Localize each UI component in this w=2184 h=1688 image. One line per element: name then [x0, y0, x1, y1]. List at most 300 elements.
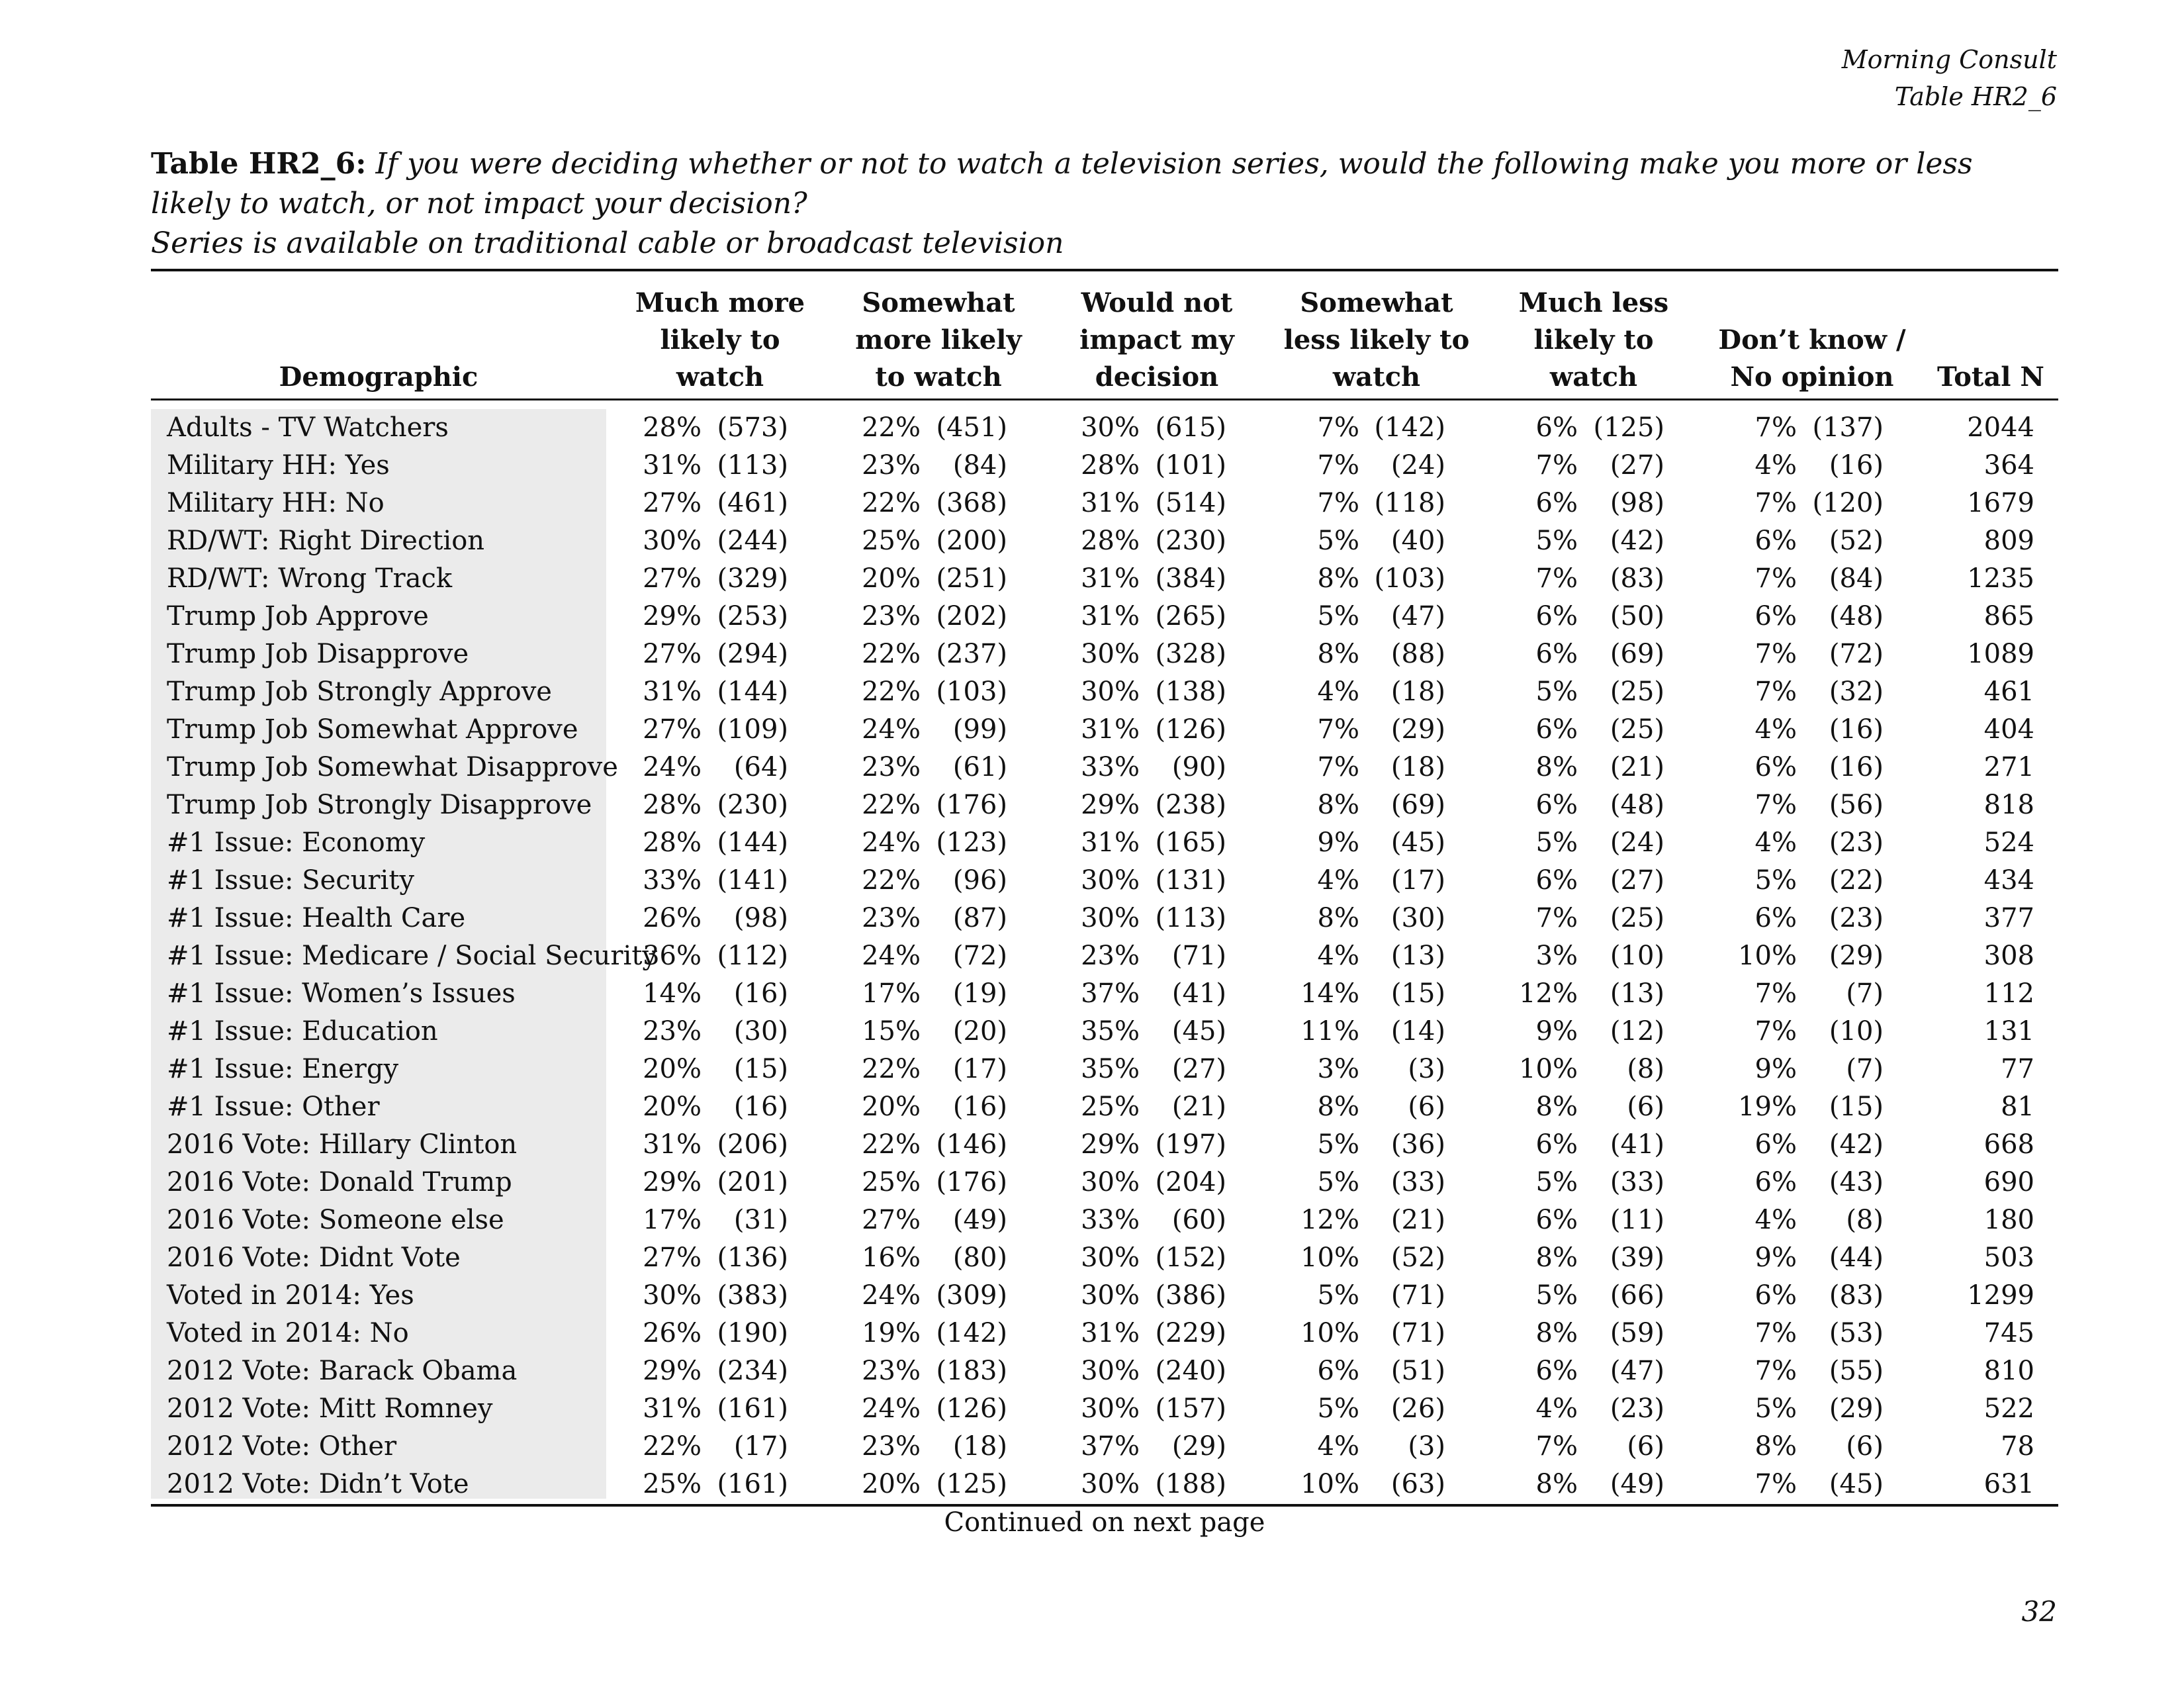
cell-percent: 3%	[1535, 941, 1578, 971]
cell-count: (451)	[936, 412, 1007, 443]
cell-percent: 31%	[643, 677, 702, 707]
cell-total-n: 404	[1983, 714, 2034, 745]
table-row	[151, 975, 2058, 1013]
cell-count: (103)	[1374, 563, 1445, 594]
cell-percent: 22%	[862, 488, 921, 518]
cell-count: (56)	[1829, 790, 1884, 820]
cell-count: (294)	[717, 639, 788, 669]
cell-total-n: 377	[1983, 903, 2034, 933]
cell-percent: 7%	[1754, 1318, 1797, 1348]
cell-count: (60)	[1171, 1205, 1226, 1235]
cell-total-n: 81	[2001, 1092, 2034, 1122]
cell-total-n: 865	[1983, 601, 2034, 632]
cell-percent: 27%	[643, 563, 702, 594]
cell-count: (20)	[952, 1016, 1007, 1047]
cell-count: (7)	[1846, 978, 1884, 1009]
cell-count: (234)	[717, 1356, 788, 1386]
row-label: 2016 Vote: Hillary Clinton	[167, 1129, 518, 1160]
cell-count: (40)	[1390, 526, 1445, 556]
cell-percent: 4%	[1754, 714, 1797, 745]
table-row	[151, 749, 2058, 786]
cell-percent: 7%	[1754, 677, 1797, 707]
cell-percent: 5%	[1535, 827, 1578, 858]
cell-count: (253)	[717, 601, 788, 632]
table-top-rule	[151, 269, 2058, 271]
cell-percent: 30%	[1081, 1356, 1140, 1386]
cell-percent: 6%	[1754, 752, 1797, 782]
cell-percent: 20%	[643, 1092, 702, 1122]
table-row	[151, 1315, 2058, 1352]
caption-subtitle: Series is available on traditional cable or broadcast television	[151, 226, 1064, 260]
cell-percent: 4%	[1317, 1431, 1359, 1462]
cell-percent: 27%	[643, 488, 702, 518]
table-row	[151, 786, 2058, 824]
cell-count: (265)	[1155, 601, 1226, 632]
cell-count: (90)	[1171, 752, 1226, 782]
cell-count: (12)	[1610, 1016, 1664, 1047]
cell-count: (41)	[1171, 978, 1226, 1009]
cell-count: (109)	[717, 714, 788, 745]
cell-count: (229)	[1155, 1318, 1226, 1348]
cell-percent: 7%	[1754, 1016, 1797, 1047]
cell-percent: 7%	[1754, 488, 1797, 518]
cell-percent: 20%	[862, 563, 921, 594]
cell-count: (19)	[952, 978, 1007, 1009]
cell-percent: 24%	[862, 714, 921, 745]
cell-percent: 27%	[862, 1205, 921, 1235]
cell-percent: 30%	[643, 526, 702, 556]
cell-count: (138)	[1155, 677, 1226, 707]
table-row	[151, 485, 2058, 522]
cell-count: (64)	[733, 752, 788, 782]
row-label: Military HH: No	[167, 488, 385, 518]
cell-total-n: 434	[1983, 865, 2034, 896]
cell-count: (136)	[717, 1243, 788, 1273]
row-label: #1 Issue: Economy	[167, 827, 426, 858]
cell-percent: 6%	[1754, 526, 1797, 556]
cell-percent: 8%	[1317, 639, 1359, 669]
cell-count: (29)	[1171, 1431, 1226, 1462]
cell-count: (36)	[1390, 1129, 1445, 1160]
cell-percent: 31%	[643, 1393, 702, 1424]
col-header-somewhat-more: Somewhat more likely to watch	[855, 287, 1022, 393]
cell-count: (31)	[733, 1205, 788, 1235]
row-label: Trump Job Approve	[167, 601, 429, 632]
cell-count: (16)	[1829, 752, 1884, 782]
cell-count: (197)	[1155, 1129, 1226, 1160]
col-header-demographic: Demographic	[279, 361, 478, 393]
cell-percent: 23%	[862, 1356, 921, 1386]
cell-count: (157)	[1155, 1393, 1226, 1424]
cell-count: (16)	[1829, 714, 1884, 745]
cell-percent: 6%	[1754, 1129, 1797, 1160]
row-label: RD/WT: Right Direction	[167, 526, 485, 556]
cell-count: (59)	[1610, 1318, 1664, 1348]
cell-percent: 29%	[643, 1356, 702, 1386]
table-row	[151, 522, 2058, 560]
cell-count: (88)	[1390, 639, 1445, 669]
cell-percent: 24%	[862, 1393, 921, 1424]
cell-count: (113)	[717, 450, 788, 481]
table-row	[151, 937, 2058, 975]
cell-percent: 7%	[1754, 978, 1797, 1009]
cell-percent: 7%	[1317, 412, 1359, 443]
cell-count: (18)	[1390, 677, 1445, 707]
cell-count: (39)	[1610, 1243, 1664, 1273]
cell-percent: 7%	[1535, 563, 1578, 594]
cell-percent: 22%	[862, 412, 921, 443]
cell-count: (101)	[1155, 450, 1226, 481]
page-header	[1842, 41, 2057, 115]
row-label: 2012 Vote: Other	[167, 1431, 397, 1462]
cell-count: (49)	[952, 1205, 1007, 1235]
table-row	[151, 1126, 2058, 1164]
cell-count: (24)	[1390, 450, 1445, 481]
table-id: Table HR2_6	[1894, 82, 2057, 111]
cell-count: (309)	[936, 1280, 1007, 1311]
cell-percent: 27%	[643, 714, 702, 745]
cell-count: (69)	[1610, 639, 1664, 669]
cell-count: (87)	[952, 903, 1007, 933]
cell-count: (6)	[1627, 1431, 1664, 1462]
cell-count: (30)	[1390, 903, 1445, 933]
cell-count: (13)	[1390, 941, 1445, 971]
cell-percent: 5%	[1754, 1393, 1797, 1424]
cell-percent: 5%	[1317, 1280, 1359, 1311]
cell-percent: 6%	[1535, 714, 1578, 745]
cell-percent: 6%	[1754, 1167, 1797, 1197]
cell-count: (18)	[952, 1431, 1007, 1462]
row-label: Voted in 2014: No	[167, 1318, 409, 1348]
cell-percent: 8%	[1535, 1469, 1578, 1499]
cell-percent: 31%	[1081, 714, 1140, 745]
cell-count: (41)	[1610, 1129, 1664, 1160]
cell-total-n: 524	[1983, 827, 2034, 858]
table-row	[151, 409, 2058, 447]
cell-percent: 23%	[643, 1016, 702, 1047]
cell-percent: 33%	[1081, 752, 1140, 782]
cell-count: (142)	[1374, 412, 1445, 443]
cell-count: (99)	[952, 714, 1007, 745]
cell-count: (125)	[1593, 412, 1664, 443]
cell-count: (161)	[717, 1469, 788, 1499]
row-label: RD/WT: Wrong Track	[167, 563, 453, 594]
cell-percent: 9%	[1535, 1016, 1578, 1047]
cell-count: (200)	[936, 526, 1007, 556]
cell-percent: 27%	[643, 639, 702, 669]
cell-percent: 25%	[1081, 1092, 1140, 1122]
cell-percent: 24%	[643, 752, 702, 782]
cell-count: (8)	[1846, 1205, 1884, 1235]
cell-count: (17)	[952, 1054, 1007, 1084]
cell-count: (202)	[936, 601, 1007, 632]
cell-percent: 31%	[1081, 488, 1140, 518]
cell-percent: 6%	[1535, 412, 1578, 443]
row-label: #1 Issue: Women’s Issues	[167, 978, 516, 1009]
cell-percent: 30%	[643, 1280, 702, 1311]
table-row	[151, 560, 2058, 598]
cell-percent: 10%	[1738, 941, 1797, 971]
cell-percent: 29%	[1081, 790, 1140, 820]
cell-count: (16)	[733, 978, 788, 1009]
cell-percent: 17%	[643, 1205, 702, 1235]
cell-percent: 29%	[1081, 1129, 1140, 1160]
cell-total-n: 271	[1983, 752, 2034, 782]
cell-count: (201)	[717, 1167, 788, 1197]
cell-total-n: 180	[1983, 1205, 2034, 1235]
row-label: Adults - TV Watchers	[167, 412, 449, 443]
table-row	[151, 1201, 2058, 1239]
cell-percent: 9%	[1754, 1243, 1797, 1273]
cell-count: (69)	[1390, 790, 1445, 820]
cell-count: (615)	[1155, 412, 1226, 443]
cell-count: (383)	[717, 1280, 788, 1311]
cell-total-n: 461	[1983, 677, 2034, 707]
cell-total-n: 690	[1983, 1167, 2034, 1197]
cell-count: (112)	[717, 941, 788, 971]
cell-count: (25)	[1610, 903, 1664, 933]
caption-label: Table HR2_6:	[151, 147, 367, 181]
cell-total-n: 2044	[1967, 412, 2034, 443]
cell-count: (230)	[717, 790, 788, 820]
cell-percent: 8%	[1754, 1431, 1797, 1462]
cell-percent: 25%	[862, 526, 921, 556]
cell-percent: 20%	[862, 1469, 921, 1499]
cell-percent: 30%	[1081, 677, 1140, 707]
cell-percent: 6%	[1754, 601, 1797, 632]
cell-count: (63)	[1390, 1469, 1445, 1499]
cell-percent: 28%	[643, 827, 702, 858]
cell-count: (131)	[1155, 865, 1226, 896]
cell-count: (48)	[1829, 601, 1884, 632]
cell-count: (42)	[1610, 526, 1664, 556]
cell-percent: 8%	[1535, 1318, 1578, 1348]
cell-percent: 9%	[1754, 1054, 1797, 1084]
cell-percent: 14%	[643, 978, 702, 1009]
cell-count: (21)	[1390, 1205, 1445, 1235]
row-label: 2012 Vote: Barack Obama	[167, 1356, 518, 1386]
cell-count: (32)	[1829, 677, 1884, 707]
cell-total-n: 503	[1983, 1243, 2034, 1273]
cell-percent: 37%	[1081, 978, 1140, 1009]
cell-count: (33)	[1610, 1167, 1664, 1197]
row-label: Trump Job Strongly Disapprove	[167, 790, 592, 820]
cell-count: (83)	[1829, 1280, 1884, 1311]
cell-count: (45)	[1829, 1469, 1884, 1499]
row-label: #1 Issue: Education	[167, 1016, 438, 1047]
row-label: Trump Job Somewhat Approve	[167, 714, 578, 745]
cell-count: (29)	[1390, 714, 1445, 745]
cell-count: (18)	[1390, 752, 1445, 782]
table-row	[151, 711, 2058, 749]
cell-percent: 5%	[1317, 601, 1359, 632]
cell-percent: 30%	[1081, 1393, 1140, 1424]
cell-count: (230)	[1155, 526, 1226, 556]
cell-total-n: 810	[1983, 1356, 2034, 1386]
cell-count: (23)	[1829, 903, 1884, 933]
cell-count: (461)	[717, 488, 788, 518]
row-label: Trump Job Disapprove	[167, 639, 469, 669]
cell-percent: 23%	[862, 1431, 921, 1462]
cell-percent: 12%	[1519, 978, 1578, 1009]
cell-percent: 7%	[1754, 639, 1797, 669]
cell-percent: 14%	[1300, 978, 1359, 1009]
cell-percent: 4%	[1317, 865, 1359, 896]
cell-percent: 24%	[862, 1280, 921, 1311]
cell-count: (120)	[1812, 488, 1884, 518]
cell-count: (573)	[717, 412, 788, 443]
cell-percent: 31%	[643, 450, 702, 481]
cell-percent: 10%	[1519, 1054, 1578, 1084]
cell-percent: 10%	[1300, 1243, 1359, 1273]
table-row	[151, 1390, 2058, 1428]
cell-percent: 5%	[1535, 526, 1578, 556]
cell-percent: 5%	[1317, 526, 1359, 556]
cell-count: (176)	[936, 1167, 1007, 1197]
cell-count: (48)	[1610, 790, 1664, 820]
cell-percent: 12%	[1300, 1205, 1359, 1235]
cell-count: (6)	[1408, 1092, 1445, 1122]
col-header-dont-know: Don’t know / No opinion	[1718, 324, 1906, 393]
cell-count: (152)	[1155, 1243, 1226, 1273]
cell-count: (45)	[1171, 1016, 1226, 1047]
cell-count: (47)	[1390, 601, 1445, 632]
cell-count: (144)	[717, 827, 788, 858]
continued-note: Continued on next page	[944, 1507, 1265, 1538]
cell-percent: 20%	[643, 1054, 702, 1084]
cell-percent: 23%	[1081, 941, 1140, 971]
cell-percent: 11%	[1300, 1016, 1359, 1047]
cell-percent: 8%	[1317, 903, 1359, 933]
cell-count: (55)	[1829, 1356, 1884, 1386]
cell-percent: 5%	[1317, 1393, 1359, 1424]
cell-count: (161)	[717, 1393, 788, 1424]
cell-count: (29)	[1829, 1393, 1884, 1424]
cell-count: (71)	[1390, 1318, 1445, 1348]
cell-percent: 7%	[1535, 903, 1578, 933]
caption-question: If you were deciding whether or not to watch a television series, would the following make you more or less likely to watch, or not impact your decision?	[151, 147, 1973, 220]
page-number: 32	[2021, 1595, 2057, 1628]
cell-count: (6)	[1627, 1092, 1664, 1122]
cell-percent: 31%	[1081, 827, 1140, 858]
cell-percent: 7%	[1754, 790, 1797, 820]
cell-total-n: 1679	[1967, 488, 2034, 518]
cell-percent: 5%	[1317, 1129, 1359, 1160]
cell-count: (51)	[1390, 1356, 1445, 1386]
cell-percent: 8%	[1535, 1092, 1578, 1122]
table-body	[151, 409, 2058, 1503]
cell-percent: 4%	[1317, 941, 1359, 971]
table-caption	[151, 144, 2058, 263]
cell-total-n: 745	[1983, 1318, 2034, 1348]
col-header-not-impact: Would not impact my decision	[1079, 287, 1234, 393]
cell-percent: 20%	[862, 1092, 921, 1122]
cell-percent: 28%	[1081, 526, 1140, 556]
cell-count: (25)	[1610, 677, 1664, 707]
cell-count: (237)	[936, 639, 1007, 669]
cell-percent: 5%	[1535, 1167, 1578, 1197]
cell-count: (123)	[936, 827, 1007, 858]
cell-percent: 22%	[862, 1054, 921, 1084]
cell-count: (27)	[1171, 1054, 1226, 1084]
cell-count: (118)	[1374, 488, 1445, 518]
cell-percent: 30%	[1081, 1167, 1140, 1197]
cell-count: (84)	[1829, 563, 1884, 594]
cell-count: (3)	[1408, 1054, 1445, 1084]
cell-percent: 6%	[1317, 1356, 1359, 1386]
cell-count: (238)	[1155, 790, 1226, 820]
cell-percent: 8%	[1317, 790, 1359, 820]
cell-percent: 7%	[1317, 488, 1359, 518]
cell-percent: 6%	[1535, 1356, 1578, 1386]
cell-count: (142)	[936, 1318, 1007, 1348]
col-header-total-n: Total N	[1937, 361, 2044, 393]
row-label: 2012 Vote: Didn’t Vote	[167, 1469, 469, 1499]
cell-count: (10)	[1610, 941, 1664, 971]
table-row	[151, 824, 2058, 862]
cell-count: (13)	[1610, 978, 1664, 1009]
cell-count: (84)	[952, 450, 1007, 481]
cell-percent: 22%	[862, 639, 921, 669]
cell-percent: 30%	[1081, 639, 1140, 669]
cell-count: (16)	[733, 1092, 788, 1122]
cell-percent: 30%	[1081, 1280, 1140, 1311]
cell-count: (15)	[1390, 978, 1445, 1009]
cell-count: (188)	[1155, 1469, 1226, 1499]
row-label: 2012 Vote: Mitt Romney	[167, 1393, 493, 1424]
cell-percent: 4%	[1535, 1393, 1578, 1424]
cell-percent: 33%	[643, 865, 702, 896]
cell-count: (141)	[717, 865, 788, 896]
cell-count: (328)	[1155, 639, 1226, 669]
cell-percent: 7%	[1535, 1431, 1578, 1462]
cell-percent: 23%	[862, 752, 921, 782]
cell-count: (240)	[1155, 1356, 1226, 1386]
cell-count: (384)	[1155, 563, 1226, 594]
cell-percent: 6%	[1535, 639, 1578, 669]
cell-percent: 23%	[862, 601, 921, 632]
cell-count: (96)	[952, 865, 1007, 896]
cell-count: (44)	[1829, 1243, 1884, 1273]
cell-percent: 5%	[1535, 1280, 1578, 1311]
cell-percent: 23%	[862, 450, 921, 481]
cell-count: (113)	[1155, 903, 1226, 933]
cell-count: (206)	[717, 1129, 788, 1160]
cell-percent: 23%	[862, 903, 921, 933]
cell-percent: 7%	[1754, 1469, 1797, 1499]
cell-percent: 30%	[1081, 1243, 1140, 1273]
cell-count: (25)	[1610, 714, 1664, 745]
cell-count: (98)	[1610, 488, 1664, 518]
cell-total-n: 818	[1983, 790, 2034, 820]
cell-total-n: 1235	[1967, 563, 2034, 594]
cell-count: (251)	[936, 563, 1007, 594]
cell-percent: 5%	[1754, 865, 1797, 896]
row-label: #1 Issue: Health Care	[167, 903, 466, 933]
row-label: Trump Job Strongly Approve	[167, 677, 552, 707]
cell-percent: 31%	[643, 1129, 702, 1160]
cell-count: (72)	[1829, 639, 1884, 669]
cell-count: (71)	[1390, 1280, 1445, 1311]
col-header-somewhat-less: Somewhat less likely to watch	[1283, 287, 1470, 393]
cell-count: (49)	[1610, 1469, 1664, 1499]
table-row	[151, 673, 2058, 711]
cell-percent: 29%	[643, 601, 702, 632]
cell-count: (71)	[1171, 941, 1226, 971]
cell-count: (53)	[1829, 1318, 1884, 1348]
cell-count: (17)	[1390, 865, 1445, 896]
row-label: Voted in 2014: Yes	[167, 1280, 414, 1311]
